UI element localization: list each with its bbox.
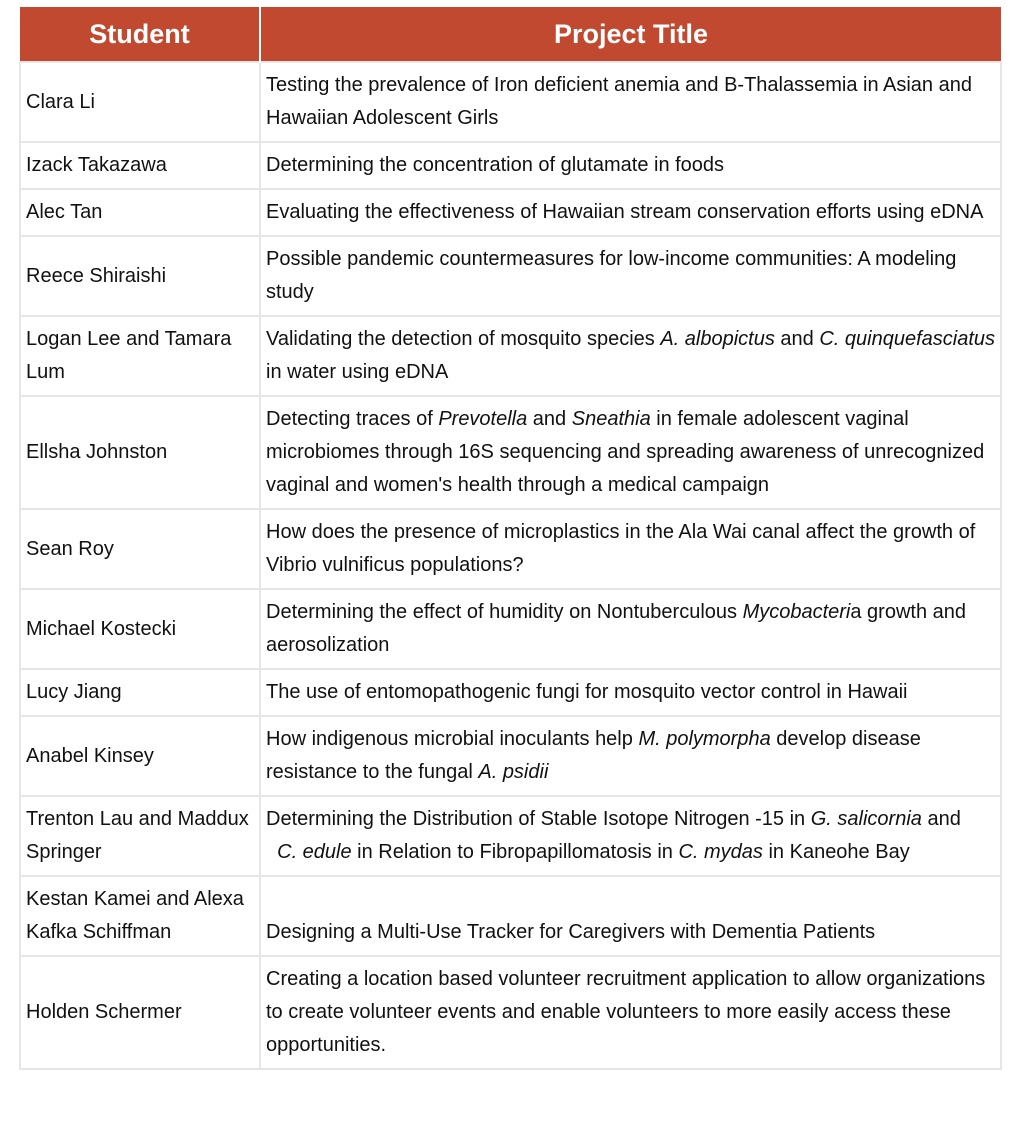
project-cell [260, 796, 1001, 876]
table-row [20, 396, 1001, 509]
project-cell [260, 589, 1001, 669]
project-cell [260, 509, 1001, 589]
project-text: Detecting traces of [266, 408, 439, 430]
project-cell [260, 669, 1001, 716]
table-row [20, 236, 1001, 316]
student-cell: Kestan Kamei and Alexa Kafka Schiffman [20, 876, 260, 956]
student-cell: Anabel Kinsey [20, 716, 260, 796]
table-row [20, 796, 1001, 876]
project-text: How does the presence of microplastics in the Ala Wai canal affect the growth of Vibrio vulnificus populations? [266, 521, 976, 576]
species-name: Prevotella [438, 408, 528, 430]
table-row [20, 956, 1001, 1069]
project-column-header: Project Title [260, 7, 1001, 62]
project-text: in Kaneohe Bay [762, 841, 910, 863]
student-cell: Trenton Lau and Maddux Springer [20, 796, 260, 876]
species-name: G. salicornia [810, 808, 922, 830]
project-text: Determining the effect of humidity on Nontuberculous [266, 601, 743, 623]
project-cell [260, 316, 1001, 396]
table-row [20, 589, 1001, 669]
table-row [20, 509, 1001, 589]
project-text: Designing a Multi-Use Tracker for Caregivers with Dementia Patients [266, 921, 876, 943]
species-name: C. mydas [678, 841, 763, 863]
project-cell [260, 716, 1001, 796]
project-text: How indigenous microbial inoculants help [266, 728, 639, 750]
project-text: Determining the concentration of glutamate in foods [266, 154, 725, 176]
student-cell: Michael Kostecki [20, 589, 260, 669]
species-name: C. edule [277, 841, 352, 863]
project-text: Possible pandemic countermeasures for low-income communities: A modeling study [266, 248, 957, 303]
project-text: and [266, 808, 961, 863]
species-name: Mycobacteri [742, 601, 851, 623]
project-cell [260, 396, 1001, 509]
project-cell [260, 142, 1001, 189]
student-cell: Lucy Jiang [20, 669, 260, 716]
table-row [20, 669, 1001, 716]
species-name: Sneathia [571, 408, 651, 430]
project-text: in water using eDNA [266, 361, 449, 383]
species-name: M. polymorpha [638, 728, 771, 750]
project-cell [260, 956, 1001, 1069]
project-text: Determining the Distribution of Stable Isotope Nitrogen -15 in [266, 808, 811, 830]
table-row [20, 189, 1001, 236]
project-text: The use of entomopathogenic fungi for mosquito vector control in Hawaii [266, 681, 908, 703]
project-text: Evaluating the effectiveness of Hawaiian stream conservation efforts using eDNA [266, 201, 984, 223]
projects-table [19, 7, 1002, 1070]
species-name: A. psidii [478, 761, 549, 783]
project-text: in female adolescent vaginal microbiomes through 16S sequencing and spreading awareness of unrecognized vaginal and women's health through a medical campaign [266, 408, 985, 496]
student-cell: Reece Shiraishi [20, 236, 260, 316]
species-name: A. albopictus [660, 328, 775, 350]
table-row [20, 716, 1001, 796]
student-cell: Clara Li [20, 62, 260, 142]
student-cell: Sean Roy [20, 509, 260, 589]
project-text: a growth and aerosolization [266, 601, 967, 656]
table-row [20, 876, 1001, 956]
student-column-header: Student [20, 7, 260, 62]
student-cell: Alec Tan [20, 189, 260, 236]
table-row [20, 316, 1001, 396]
project-text: develop disease resistance to the fungal [266, 728, 921, 783]
student-cell: Izack Takazawa [20, 142, 260, 189]
project-cell [260, 62, 1001, 142]
species-name: C. quinquefasciatus [819, 328, 995, 350]
student-cell: Holden Schermer [20, 956, 260, 1069]
project-text: and [527, 408, 572, 430]
project-cell [260, 189, 1001, 236]
project-text: in Relation to Fibropapillomatosis in [351, 841, 679, 863]
project-text: and [774, 328, 820, 350]
project-text: Testing the prevalence of Iron deficient anemia and B-Thalassemia in Asian and Hawaiian Adolescent Girls [266, 74, 972, 129]
student-cell: Logan Lee and Tamara Lum [20, 316, 260, 396]
project-cell [260, 876, 1001, 956]
project-cell [260, 236, 1001, 316]
project-text: Creating a location based volunteer recruitment application to allow organizations to create volunteer events and enable volunteers to more easily access these opportunities. [266, 968, 986, 1056]
header-row [20, 7, 1001, 62]
student-cell: Ellsha Johnston [20, 396, 260, 509]
table-row [20, 62, 1001, 142]
table-row [20, 142, 1001, 189]
project-text: Validating the detection of mosquito species [266, 328, 661, 350]
